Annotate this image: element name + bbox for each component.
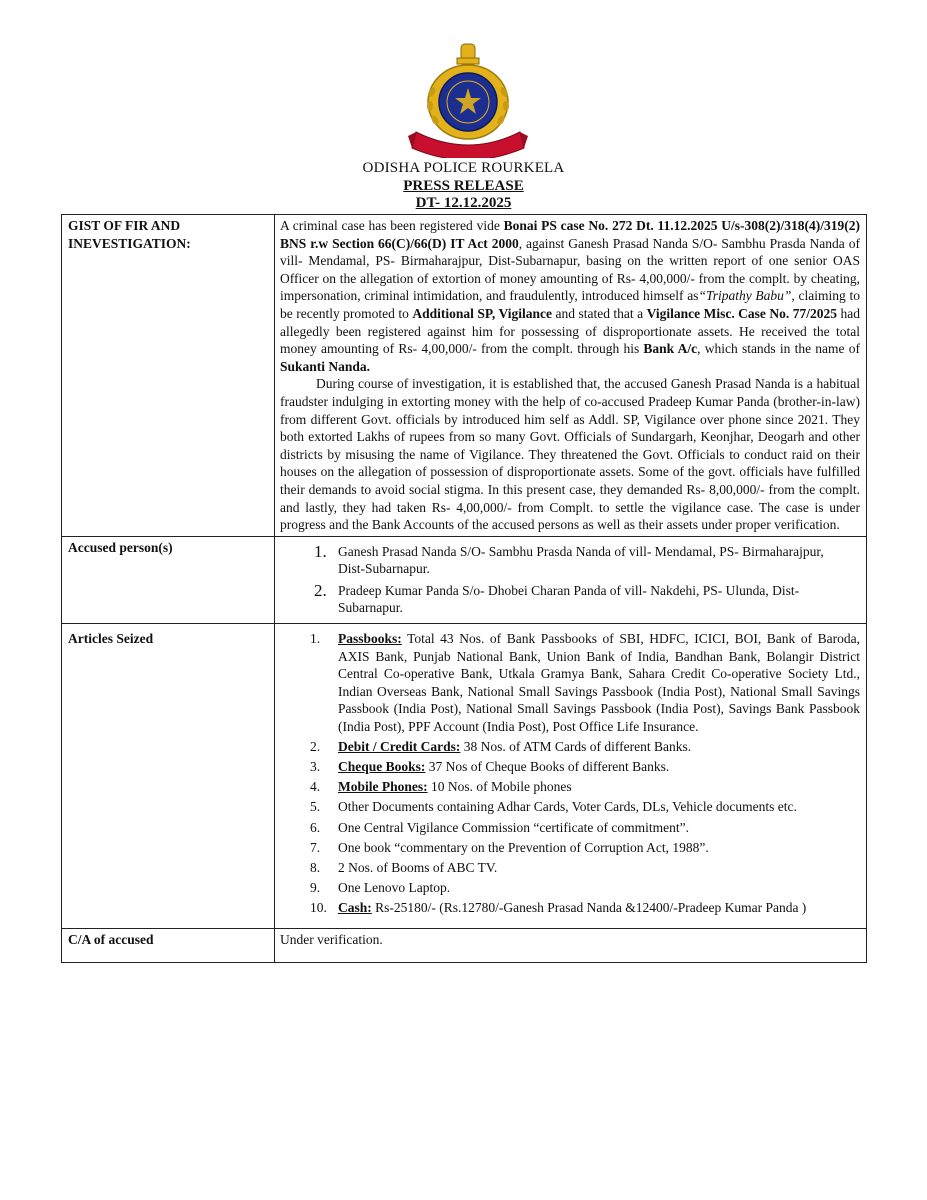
article-item-text: 2 Nos. of Booms of ABC TV. <box>338 859 498 875</box>
article-item-text: One Lenovo Laptop. <box>338 879 451 895</box>
article-item <box>280 839 860 857</box>
accused-item-number: 1. <box>314 541 327 561</box>
article-item <box>280 819 860 837</box>
articles-value <box>275 624 867 929</box>
article-item-heading: Debit / Credit Cards: <box>338 739 461 755</box>
article-item-text: 37 Nos of Cheque Books of different Banks. <box>425 759 670 775</box>
accused-item-text: Ganesh Prasad Nanda S/O- Sambhu Prasda Nanda of vill- Mendamal, PS- Birmaharajpur, Dist-Subarnapur. <box>338 543 824 577</box>
gist-row <box>62 215 867 537</box>
gist-value <box>275 215 867 537</box>
gist-text-run: Bonai PS case No. 272 Dt. 11.12.2025 U/s-308(2)/318(4)/319(2) BNS r.w Section 66(C)/66(D) IT Act 2000 <box>280 218 860 251</box>
gist-text-run: Vigilance Misc. Case No. 77/2025 <box>646 305 837 321</box>
gist-text-run: “Tripathy Babu”, <box>698 288 795 304</box>
gist-label-line2: INEVESTIGATION: <box>68 235 191 251</box>
article-item <box>280 738 860 756</box>
article-item <box>280 758 860 776</box>
article-item-text: Other Documents containing Adhar Cards, Voter Cards, DLs, Vehicle documents etc. <box>338 799 797 815</box>
gist-label <box>62 215 275 537</box>
article-item-number: 6. <box>310 819 321 835</box>
police-emblem-graphic <box>408 40 528 158</box>
article-item <box>280 630 860 736</box>
article-item <box>280 778 860 796</box>
article-item-number: 1. <box>310 631 321 647</box>
gist-text-run: , which stands in the name of <box>697 341 860 357</box>
accused-row <box>62 536 867 623</box>
accused-item-text: Pradeep Kumar Panda S/o- Dhobei Charan Panda of vill- Nakdehi, PS- Ulunda, Dist-Subarnapur. <box>338 582 800 616</box>
article-item-heading: Passbooks: <box>338 631 402 647</box>
articles-list <box>280 630 860 916</box>
article-item-text: One book “commentary on the Prevention of Corruption Act, 1988”. <box>338 839 709 855</box>
gist-text-run: Sukanti Nanda. <box>280 358 371 374</box>
article-item-number: 4. <box>310 779 321 795</box>
article-item <box>280 798 860 816</box>
gist-text-run: Bank A/c <box>643 341 698 357</box>
accused-item <box>280 582 860 617</box>
header-press-release: PRESS RELEASE <box>403 178 524 194</box>
article-item-number: 3. <box>310 759 321 775</box>
article-item-number: 2. <box>310 739 321 755</box>
article-item-text: Rs-25180/- (Rs.12780/-Ganesh Prasad Nanda &12400/-Pradeep Kumar Panda ) <box>371 899 807 915</box>
accused-item-number: 2. <box>314 580 327 600</box>
header-line-org: ODISHA POLICE ROURKELA <box>362 160 565 176</box>
gist-text-run: claiming to be recently promoted to <box>280 288 860 321</box>
article-item-number: 10. <box>310 899 327 915</box>
article-item-text: 10 Nos. of Mobile phones <box>427 779 572 795</box>
article-item-text: 38 Nos. of ATM Cards of different Banks. <box>460 739 692 755</box>
gist-paragraph-2: During course of investigation, it is established that, the accused Ganesh Prasad Nanda is a habitual fraudster indulging in extorting money with the help of co-accused Pradeep Kumar Panda (brother-in-law) from different Govt. officials by introduced him self as Addl. SP, Vigilance over phone since 2021. They both extorted Lakhs of rupees from so many Govt. Officials of Sundargarh, Keonjhar, Deogarh and other districts by misusing the name of Vigilance. They threatened the Govt. Officials to conduct raid on their houses on the allegation of possession of disproportionate assets. Some of the govt. officials have fulfilled their demands to avoid social stigma. In this present case, they demanded Rs- 8,00,000/- from the complt. and lastly, they had taken Rs- 4,00,000/- from Complt. to settle the vigilance case. The case is under progress and the Bank Accounts of the accused persons as well as their assets under proper verification. <box>280 376 860 533</box>
article-item-number: 5. <box>310 799 321 815</box>
press-release-table <box>61 214 867 963</box>
gist-text-run: had allegedly been registered against him for possessing of disproportionate assets. He received the total money amounting of Rs- 4,00,000/- from the complt. through his <box>280 305 860 357</box>
article-item-number: 9. <box>310 879 321 895</box>
article-item-heading: Cash: <box>338 899 372 915</box>
gist-text-run: , against Ganesh Prasad Nanda S/O- Sambhu Prasda Nanda of vill- Mendamal, PS- Birmaharajpur, Dist-Subarnapur, basing on the written report of one senior OAS Officer on the allegation of extortion of money amounting of Rs- 4,00,000/- from the complt. by cheating, impersonation, criminal intimidation, and fraudulently, introduced himself as <box>280 235 860 304</box>
gist-text-run: A criminal case has been registered vide <box>280 218 504 233</box>
odisha-police-emblem <box>408 40 528 158</box>
accused-label: Accused person(s) <box>62 536 275 623</box>
article-item-text: One Central Vigilance Commission “certificate of commitment”. <box>338 819 689 835</box>
articles-row <box>62 624 867 929</box>
article-item-heading: Cheque Books: <box>338 759 426 775</box>
article-item-text: Total 43 Nos. of Bank Passbooks of SBI, HDFC, ICICI, BOI, Bank of Baroda, AXIS Bank, Punjab National Bank, Union Bank of India, Bandhan Bank, Bolangir District Central Co-operative Bank, Utkala Gramya Bank, Sahara Credit Co-operative Society Ltd., Indian Overseas Bank, National Small Savings Passbook (India Post), National Small Savings Passbook (India Post), National Small Savings Passbook (India Post), Savings Bank Passbook (India Post), PPF Account (India Post), Post Office Life Insurance. <box>338 631 860 735</box>
ca-label: C/A of accused <box>62 928 275 962</box>
accused-item <box>280 543 860 578</box>
gist-paragraph-1 <box>280 217 860 375</box>
header-date: DT- 12.12.2025 <box>415 195 512 211</box>
ca-row <box>62 928 867 962</box>
gist-text-run: and stated that a <box>552 305 647 321</box>
gist-text-run: Additional SP, Vigilance <box>412 305 552 321</box>
articles-label: Articles Seized <box>62 624 275 929</box>
accused-value <box>275 536 867 623</box>
ca-value: Under verification. <box>275 928 867 962</box>
article-item <box>280 879 860 897</box>
article-item-heading: Mobile Phones: <box>338 779 428 795</box>
gist-label-line1: GIST OF FIR AND <box>68 218 181 233</box>
article-item-number: 8. <box>310 859 321 875</box>
article-item <box>280 899 860 917</box>
article-item-number: 7. <box>310 839 321 855</box>
article-item <box>280 859 860 877</box>
accused-list <box>280 543 860 617</box>
